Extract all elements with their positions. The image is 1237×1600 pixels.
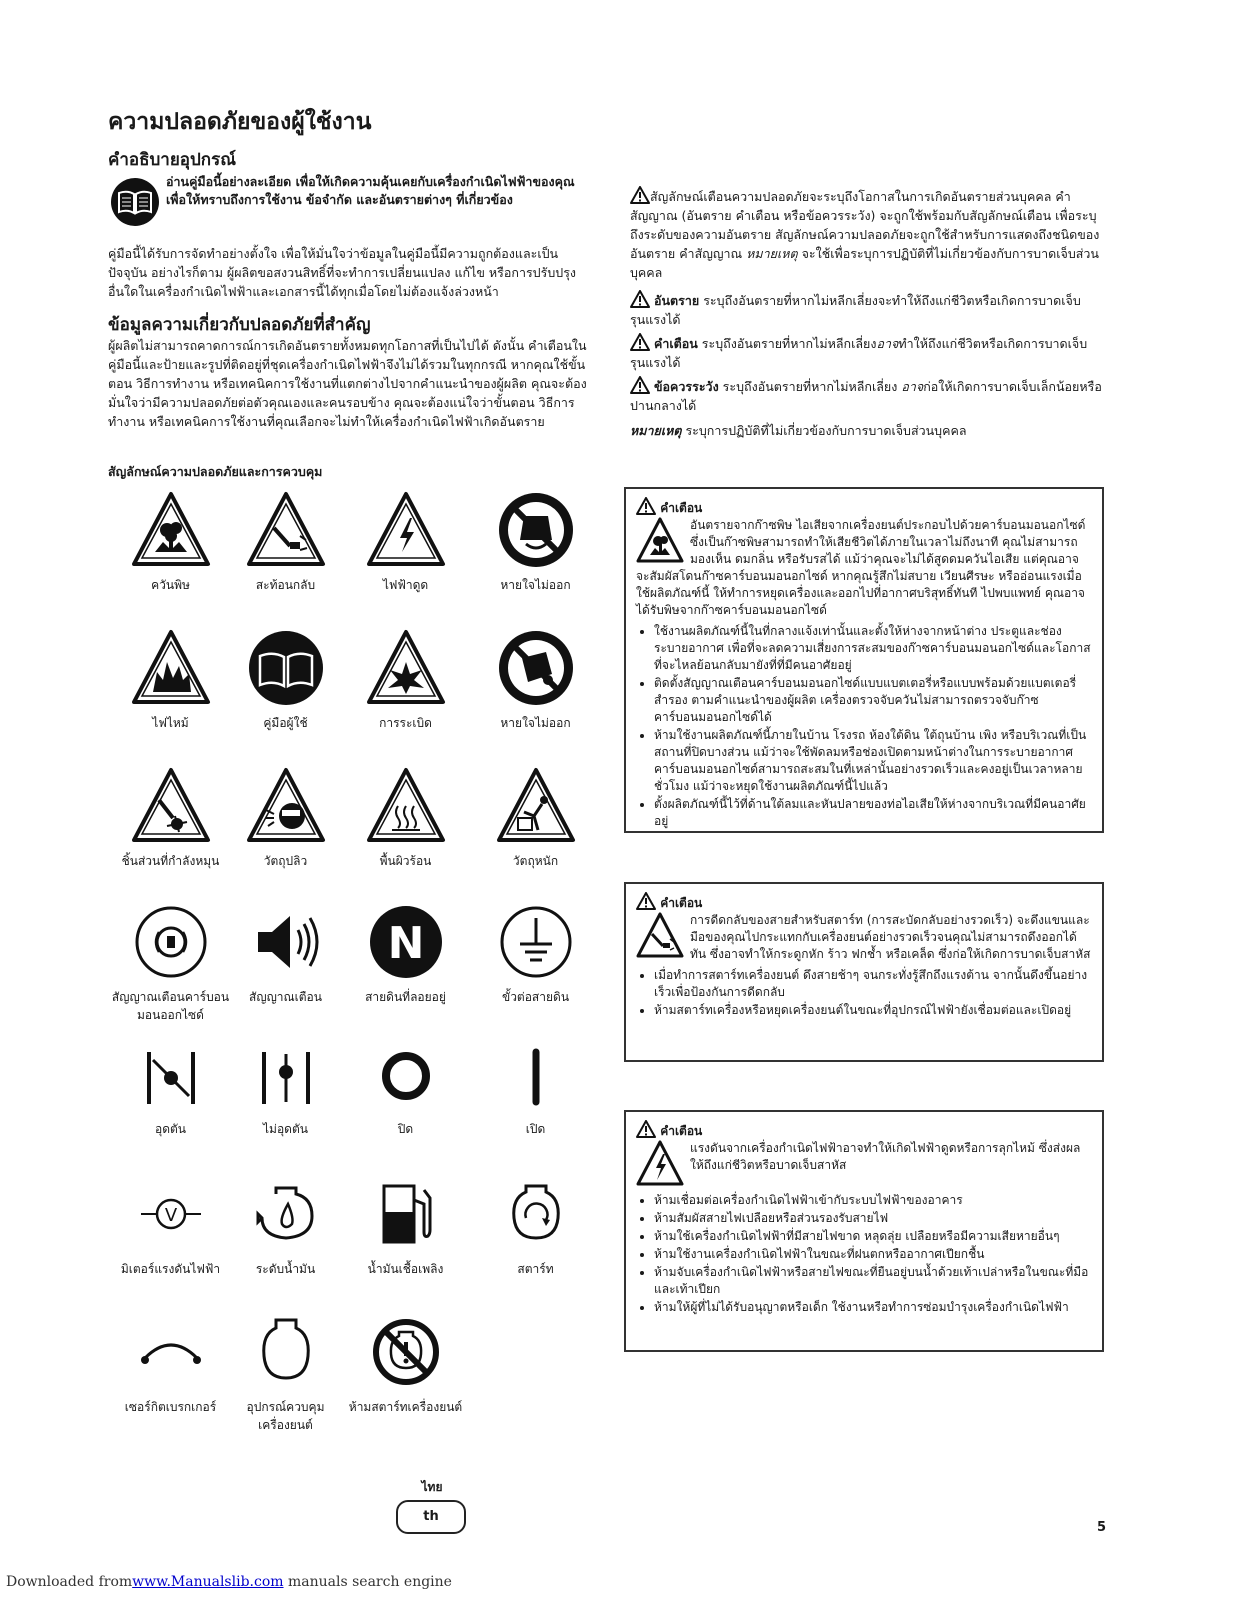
readme-notice: อ่านคู่มือนี้อย่างละเอียด เพื่อให้เกิดความคุ้นเคยกับเครื่องกำเนิดไฟฟ้าของคุณ เพื่อให้ทราบถึงการใช้งาน ข้อจำกัด และอันตรายต่างๆ ที่เกี่ยวข้อง bbox=[166, 174, 575, 207]
note-word: หมายเหตุ bbox=[630, 423, 682, 438]
alarm-icon bbox=[246, 902, 326, 982]
manual-icon bbox=[246, 628, 326, 708]
symbol-start bbox=[473, 1174, 598, 1278]
symbol-no-breathing-2 bbox=[473, 628, 598, 732]
warning-emphasis: อาจ bbox=[876, 336, 899, 351]
symbol-label: การระเบิด bbox=[379, 716, 432, 730]
signal-words-intro bbox=[630, 186, 1105, 282]
warning-triangle-icon bbox=[630, 186, 650, 204]
warning-triangle-icon bbox=[630, 290, 650, 308]
list-item: • ห้ามให้ผู้ที่ไม่ได้รับอนุญาตหรือเด็ก ใช้งานหรือทำการซ่อมบำรุงเครื่องกำเนิดไฟฟ้า bbox=[654, 1299, 1092, 1316]
symbol-alarm bbox=[223, 902, 348, 1006]
intro-text-tail: จะใช้เพื่อระบุการปฏิบัติที่ไม่เกี่ยวข้องกับการบาดเจ็บส่วนบุคคล bbox=[630, 246, 1099, 280]
symbol-heavy-object bbox=[473, 766, 598, 870]
choke-off-icon bbox=[246, 1042, 326, 1114]
symbol-label: วัตถุหนัก bbox=[512, 854, 559, 868]
circuit-breaker-icon bbox=[131, 1312, 211, 1392]
symbol-oil-level bbox=[223, 1174, 348, 1278]
symbol-label: อุปกรณ์ควบคุมเครื่องยนต์ bbox=[246, 1400, 325, 1432]
list-item: • ห้ามจับเครื่องกำเนิดไฟฟ้าหรือสายไฟขณะที่ยืนอยู่บนน้ำด้วยเท้าเปล่าหรือในขณะที่มือและเท้าเปียก bbox=[654, 1264, 1092, 1298]
toxic-fumes-icon bbox=[636, 517, 684, 563]
no-breathing-2-icon bbox=[496, 628, 576, 708]
symbol-label: น้ำมันเชื้อเพลิง bbox=[367, 1262, 444, 1276]
kickback-icon bbox=[246, 490, 326, 570]
warning-box-toxic-fumes bbox=[624, 487, 1104, 833]
danger-word: อันตราย bbox=[653, 293, 700, 308]
symbol-electric-shock bbox=[343, 490, 468, 594]
warning-box-kickback bbox=[624, 882, 1104, 1062]
symbol-moving-parts bbox=[108, 766, 233, 870]
warning-triangle-icon bbox=[630, 376, 650, 394]
symbol-choke-off bbox=[223, 1042, 348, 1138]
warning-triangle-icon bbox=[636, 892, 656, 910]
box-lead-text: อันตรายจากก๊าซพิษ ไอเสียจากเครื่องยนต์ประกอบไปด้วยคาร์บอนมอนอกไซด์ ซึ่งเป็นก๊าซพิษสามารถทำให้เสียชีวิตได้ภายในเวลาไม่ถึงนาที คุณไม่สามารถมองเห็น ดมกลิ่น หรือรับรสได้ แม้ว่าคุณจะไม่ได้สูดดมควันไอเสีย แต่คุณอาจจะสัมผัสโดนก๊าซคาร์บอนมอนอกไซด์ หากคุณรู้สึกไม่สบาย เวียนศีรษะ หรืออ่อนแรงเมื่อใช้ผลิตภัณฑ์นี้ ให้ทำการหยุดเครื่องและออกไปที่อากาศบริสุทธิ์ทันที ไปพบแพทย์ คุณอาจได้รับพิษจากก๊าซคาร์บอนมอนอกไซด์ bbox=[636, 518, 1086, 617]
danger-definition bbox=[630, 290, 1105, 329]
symbol-label: สัญญาณเตือนคาร์บอนมอนออกไซด์ bbox=[111, 990, 230, 1022]
warning-triangle-icon bbox=[636, 1120, 656, 1138]
symbol-label: หายใจไม่ออก bbox=[500, 578, 571, 592]
warning-triangle-icon bbox=[630, 333, 650, 351]
warning-word: คำเตือน bbox=[653, 336, 698, 351]
symbol-label: ควันพิษ bbox=[151, 578, 190, 592]
danger-text: ระบุถึงอันตรายที่หากไม่หลีกเลี่ยงจะทำให้ถึงแก่ชีวิตหรือเกิดการบาดเจ็บรุนแรงได้ bbox=[630, 293, 1081, 327]
list-item: • ห้ามใช้เครื่องกำเนิดไฟฟ้าที่มีสายไฟขาด หลุดลุ่ย เปลือยหรือมีความเสียหายอื่นๆ bbox=[654, 1228, 1092, 1245]
symbol-fire bbox=[108, 628, 233, 732]
symbol-circuit-breaker bbox=[108, 1312, 233, 1416]
heavy-object-icon bbox=[496, 766, 576, 846]
symbol-ground-terminal bbox=[473, 902, 598, 1006]
warning-definition bbox=[630, 333, 1105, 372]
voltmeter-icon bbox=[131, 1174, 211, 1254]
symbol-choke-on bbox=[108, 1042, 233, 1138]
choke-on-icon bbox=[131, 1042, 211, 1114]
electric-shock-icon bbox=[366, 490, 446, 570]
warning-triangle-icon bbox=[636, 497, 656, 515]
manualslib-link[interactable]: www.Manualslib.com bbox=[132, 1574, 284, 1590]
symbol-label: ไฟไหม้ bbox=[152, 716, 189, 730]
read-manual-icon bbox=[110, 177, 160, 227]
box-lead-text: แรงดันจากเครื่องกำเนิดไฟฟ้าอาจทำให้เกิดไฟฟ้าดูดหรือการลุกไหม้ ซึ่งส่งผลให้ถึงแก่ชีวิตหรือบาดเจ็บสาหัส bbox=[690, 1141, 1081, 1172]
symbol-no-engine-start bbox=[343, 1312, 468, 1416]
on-icon bbox=[496, 1042, 576, 1114]
language-name: ไทย bbox=[421, 1480, 443, 1494]
safety-paragraph: ผู้ผลิตไม่สามารถคาดการณ์การเกิดอันตรายทั้งหมดทุกโอกาสที่เป็นไปได้ ดังนั้น คำเตือนในคู่มือนี้และป้ายและรูปที่ติดอยู่ที่ชุดเครื่องกำเนิดไฟฟ้าจึงไม่ได้รวมในทุกกรณี หากคุณใช้ขั้นตอน วิธีการทำงาน หรือเทคนิคการใช้งานที่แตกต่างไปจากคำแนะนำของผู้ผลิต คุณจะต้องมั่นใจว่ามีความปลอดภัยต่อตัวคุณเองและคนรอบข้าง คุณจะต้องแน่ใจว่าขั้นตอน วิธีการทำงาน หรือเทคนิคการใช้งานที่คุณเลือกจะไม่ทำให้เครื่องกำเนิดไฟฟ้าเกิดอันตราย bbox=[108, 338, 587, 429]
note-text: ระบุการปฏิบัติที่ไม่เกี่ยวข้องกับการบาดเจ็บส่วนบุคคล bbox=[685, 423, 967, 438]
symbol-toxic-fumes bbox=[108, 490, 233, 594]
ground-terminal-icon bbox=[496, 902, 576, 982]
manual-paragraph: คู่มือนี้ได้รับการจัดทำอย่างตั้งใจ เพื่อให้มั่นใจว่าข้อมูลในคู่มือนี้มีความถูกต้องและเป็นปัจจุบัน อย่างไรก็ตาม ผู้ผลิตขอสงวนสิทธิ์ที่จะทำการเปลี่ยนแปลง แก้ไข หรือการปรับปรุงอื่นใดในเครื่องกำเนิดไฟฟ้าและเอกสารนี้ได้ทุกเมื่อโดยไม่ต้องแจ้งล่วงหน้า bbox=[108, 246, 577, 299]
symbol-label: สายดินที่ลอยอยู่ bbox=[365, 990, 446, 1004]
neutral-ground-icon bbox=[366, 902, 446, 982]
symbol-neutral-ground bbox=[343, 902, 468, 1006]
symbol-off bbox=[343, 1042, 468, 1138]
box-bullet-list bbox=[636, 623, 1092, 830]
symbol-label: พื้นผิวร้อน bbox=[379, 854, 432, 868]
language-tab: th bbox=[396, 1500, 466, 1534]
symbol-label: หายใจไม่ออก bbox=[500, 716, 571, 730]
symbol-label: คู่มือผู้ใช้ bbox=[263, 716, 308, 730]
box-lead-text: การดีดกลับของสายสำหรับสตาร์ท (การสะบัดกลับอย่างรวดเร็ว) จะดึงแขนและมือของคุณไปกระแทกกับเครื่องยนต์อย่างรวดเร็วจนคุณไม่สามารถดึงออกได้ทัน ซึ่งอาจทำให้กระดูกหัก ร้าว ฟกช้ำ หรือเคล็ด ซึ่งก่อให้เกิดการบาดเจ็บสาหัส bbox=[690, 913, 1091, 961]
oil-level-icon bbox=[246, 1174, 326, 1254]
symbol-label: เปิด bbox=[525, 1122, 546, 1136]
no-breathing-icon bbox=[496, 490, 576, 570]
engine-control-icon bbox=[246, 1312, 326, 1392]
box-signal-word: คำเตือน bbox=[660, 501, 703, 515]
download-footer bbox=[6, 1574, 452, 1590]
symbol-co-alarm bbox=[108, 902, 233, 1024]
list-item: • ห้ามใช้งานเครื่องกำเนิดไฟฟ้าในขณะที่ฝนตกหรืออากาศเปียกชื้น bbox=[654, 1246, 1092, 1263]
svg-text:V: V bbox=[164, 1205, 177, 1226]
moving-parts-icon bbox=[131, 766, 211, 846]
symbol-flying-objects bbox=[223, 766, 348, 870]
no-engine-start-icon bbox=[366, 1312, 446, 1392]
symbol-label: สตาร์ท bbox=[517, 1262, 554, 1276]
footer-text: Downloaded from bbox=[6, 1574, 133, 1590]
off-icon bbox=[366, 1042, 446, 1114]
box-signal-word: คำเตือน bbox=[660, 1124, 703, 1138]
hot-surface-icon bbox=[366, 766, 446, 846]
list-item: • ห้ามสตาร์ทเครื่องหรือหยุดเครื่องยนต์ในขณะที่อุปกรณ์ไฟฟ้ายังเชื่อมต่อและเปิดอยู่ bbox=[654, 1002, 1092, 1019]
list-item: • ห้ามเชื่อมต่อเครื่องกำเนิดไฟฟ้าเข้ากับระบบไฟฟ้าของอาคาร bbox=[654, 1192, 1092, 1209]
symbol-label: วัตถุปลิว bbox=[263, 854, 308, 868]
symbol-label: สะท้อนกลับ bbox=[255, 578, 316, 592]
warning-box-electric-shock bbox=[624, 1110, 1104, 1352]
box-header bbox=[636, 497, 1092, 517]
symbol-label: ห้ามสตาร์ทเครื่องยนต์ bbox=[348, 1400, 463, 1414]
symbol-on bbox=[473, 1042, 598, 1138]
warning-text-tail: ทำให้ถึงแก่ชีวิตหรือเกิดการบาดเจ็บรุนแรงได้ bbox=[630, 336, 1088, 370]
symbol-engine-control bbox=[223, 1312, 348, 1434]
symbol-manual bbox=[223, 628, 348, 732]
flying-objects-icon bbox=[246, 766, 326, 846]
symbol-label: เซอร์กิตเบรกเกอร์ bbox=[124, 1400, 217, 1414]
explosion-icon bbox=[366, 628, 446, 708]
fire-icon bbox=[131, 628, 211, 708]
symbol-fuel bbox=[343, 1174, 468, 1278]
toxic-fumes-icon bbox=[131, 490, 211, 570]
note-definition bbox=[630, 421, 1105, 440]
caution-definition bbox=[630, 376, 1105, 415]
list-item: • ห้ามสัมผัสสายไฟเปลือยหรือส่วนรองรับสายไฟ bbox=[654, 1210, 1092, 1227]
intro-note-word: หมายเหตุ bbox=[746, 246, 798, 261]
safety-heading: ข้อมูลความเกี่ยวกับปลอดภัยที่สำคัญ bbox=[108, 315, 371, 335]
warning-text: ระบุถึงอันตรายที่หากไม่หลีกเลี่ยง bbox=[701, 336, 877, 351]
electric-shock-icon bbox=[636, 1140, 684, 1186]
page-number: 5 bbox=[1097, 1520, 1107, 1535]
symbol-label: มิเตอร์แรงดันไฟฟ้า bbox=[120, 1262, 221, 1276]
caution-emphasis: อาจ bbox=[901, 379, 924, 394]
list-item: • ใช้งานผลิตภัณฑ์นี้ในที่กลางแจ้งเท่านั้นและตั้งให้ห่างจากหน้าต่าง ประตูและช่องระบายอากาศ เพื่อที่จะลดความเสี่ยงการสะสมของก๊าซคาร์บอนมอนอกไซด์และโอกาสที่จะไหลย้อนกลับมายังที่ที่มีคนอาศัยอยู่ bbox=[654, 623, 1092, 674]
box-header bbox=[636, 1120, 1092, 1140]
box-signal-word: คำเตือน bbox=[660, 896, 703, 910]
list-item: • ห้ามใช้งานผลิตภัณฑ์นี้ภายในบ้าน โรงรถ ห้องใต้ดิน ใต้ถุนบ้าน เพิง หรือบริเวณที่เป็นสถานที่ปิดบางส่วน แม้ว่าจะใช้พัดลมหรือช่องเปิดตามหน้าต่างในการระบายอากาศ คาร์บอนมอนอกไซด์สามารถสะสมในที่เหล่านั้นอย่างรวดเร็วและคงอยู่เป็นเวลาหลายชั่วโมง แม้ว่าจะหยุดใช้งานผลิตภัณฑ์นี้ไปแล้ว bbox=[654, 727, 1092, 795]
list-item: • ตั้งผลิตภัณฑ์นี้ไว้ที่ด้านใต้ลมและหันปลายของท่อไอเสียให้ห่างจากบริเวณที่มีคนอาศัยอยู่ bbox=[654, 796, 1092, 830]
symbol-label: ขั้วต่อสายดิน bbox=[501, 990, 570, 1004]
box-header bbox=[636, 892, 1092, 912]
caution-text: ระบุถึงอันตรายที่หากไม่หลีกเลี่ยง bbox=[722, 379, 898, 394]
footer-text-tail: manuals search engine bbox=[287, 1574, 452, 1590]
co-alarm-icon bbox=[131, 902, 211, 982]
caution-text-tail: ก่อให้เกิดการบาดเจ็บเล็กน้อยหรือปานกลางได้ bbox=[630, 379, 1102, 413]
symbol-kickback bbox=[223, 490, 348, 594]
box-bullet-list bbox=[636, 1192, 1092, 1316]
start-icon bbox=[496, 1174, 576, 1254]
list-item: • เมื่อทำการสตาร์ทเครื่องยนต์ ดึงสายช้าๆ จนกระทั่งรู้สึกถึงแรงต้าน จากนั้นดึงขึ้นอย่างเร็วเพื่อป้องกันการดีดกลับ bbox=[654, 967, 1092, 1001]
equipment-heading: คำอธิบายอุปกรณ์ bbox=[108, 150, 236, 170]
intro-text: สัญลักษณ์เตือนความปลอดภัยจะระบุถึงโอกาสในการเกิดอันตรายส่วนบุคคล คำสัญญาณ (อันตราย คำเตือน หรือข้อควรระวัง) จะถูกใช้พร้อมกับสัญลักษณ์เตือน เพื่อระบุถึงระดับของความอันตราย สัญลักษณ์ความปลอดภัยจะถูกใช้สำหรับการแสดงถึงชนิดของอันตราย คำสัญญาณ bbox=[630, 189, 1100, 261]
symbols-heading: สัญลักษณ์ความปลอดภัยและการควบคุม bbox=[108, 464, 323, 479]
symbol-label: ปิด bbox=[397, 1122, 414, 1136]
symbol-label: สัญญาณเตือน bbox=[249, 990, 322, 1004]
fuel-icon bbox=[366, 1174, 446, 1254]
symbol-voltmeter bbox=[108, 1174, 233, 1278]
list-item: • ติดตั้งสัญญาณเตือนคาร์บอนมอนอกไซด์แบบแบตเตอรี่หรือแบบพร้อมด้วยแบตเตอรี่สำรอง ตามคำแนะนำของผู้ผลิต เครื่องตรวจจับควันไม่สามารถตรวจจับก๊าซคาร์บอนมอนอกไซด์ได้ bbox=[654, 675, 1092, 726]
symbol-label: ไฟฟ้าดูด bbox=[382, 578, 429, 592]
box-bullet-list bbox=[636, 967, 1092, 1019]
symbol-hot-surface bbox=[343, 766, 468, 870]
symbol-no-breathing bbox=[473, 490, 598, 594]
symbol-label: ไม่อุดตัน bbox=[263, 1122, 308, 1136]
page-title: ความปลอดภัยของผู้ใช้งาน bbox=[108, 109, 372, 135]
caution-word: ข้อควรระวัง bbox=[653, 379, 719, 394]
symbol-explosion bbox=[343, 628, 468, 732]
kickback-icon bbox=[636, 912, 684, 958]
symbol-label: ระดับน้ำมัน bbox=[255, 1262, 316, 1276]
svg-text:N: N bbox=[387, 918, 424, 969]
symbol-label: ชิ้นส่วนที่กำลังหมุน bbox=[121, 854, 220, 868]
symbol-label: อุดตัน bbox=[155, 1122, 186, 1136]
